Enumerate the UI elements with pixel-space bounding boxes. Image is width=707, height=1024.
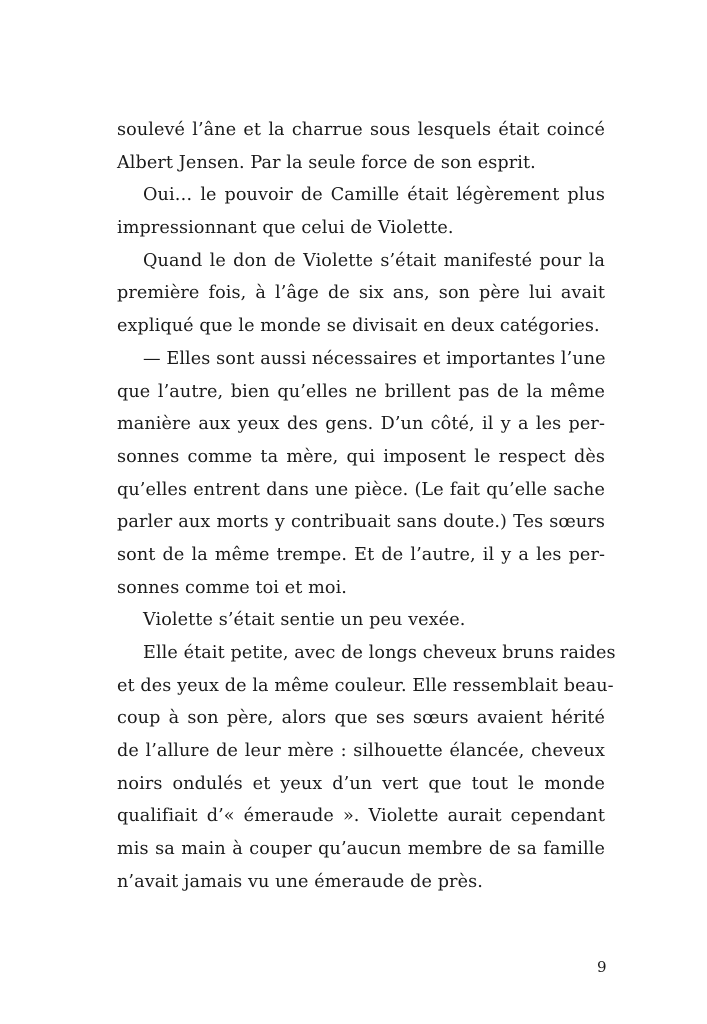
text-line: coup à son père, alors que ses sœurs avaient hérité bbox=[117, 708, 605, 729]
text-line: noirs ondulés et yeux d’un vert que tout le monde bbox=[117, 773, 605, 794]
text-line: expliqué que le monde se divisait en deux catégories. bbox=[117, 316, 600, 337]
text-line: première fois, à l’âge de six ans, son père lui avait bbox=[117, 283, 605, 304]
text-line: Violette s’était sentie un peu vexée. bbox=[143, 610, 466, 631]
text-line: que l’autre, bien qu’elles ne brillent pas de la même bbox=[117, 381, 605, 402]
page-number: 9 bbox=[597, 958, 607, 976]
text-line: Oui… le pouvoir de Camille était légèrement plus bbox=[143, 185, 605, 206]
text-line: sont de la même trempe. Et de l’autre, il y a les per- bbox=[117, 544, 605, 565]
text-line: Elle était petite, avec de longs cheveux bruns raides bbox=[143, 643, 616, 663]
text-line: soulevé l’âne et la charrue sous lesquels était coincé bbox=[117, 120, 605, 140]
text-line: impressionnant que celui de Violette. bbox=[117, 218, 454, 239]
page-body-text bbox=[117, 114, 616, 899]
text-line: Quand le don de Violette s’était manifesté pour la bbox=[143, 250, 605, 271]
text-line: parler aux morts y contribuait sans doute.) Tes sœurs bbox=[117, 512, 605, 533]
text-line: qualifiait d’« émeraude ». Violette aurait cependant bbox=[117, 806, 605, 827]
text-line: et des yeux de la même couleur. Elle ressemblait beau- bbox=[117, 675, 614, 696]
text-line: qu’elles entrent dans une pièce. (Le fait qu’elle sache bbox=[117, 479, 605, 500]
text-line: sonnes comme toi et moi. bbox=[117, 577, 347, 598]
text-line: n’avait jamais vu une émeraude de près. bbox=[117, 871, 483, 892]
text-line: — Elles sont aussi nécessaires et importantes l’une bbox=[143, 348, 606, 369]
text-line: de l’allure de leur mère : silhouette élancée, cheveux bbox=[117, 741, 605, 762]
text-line: Albert Jensen. Par la seule force de son esprit. bbox=[117, 152, 536, 173]
text-line: manière aux yeux des gens. D’un côté, il y a les per- bbox=[117, 414, 605, 435]
text-line: mis sa main à couper qu’aucun membre de sa famille bbox=[117, 839, 605, 860]
text-line: sonnes comme ta mère, qui imposent le respect dès bbox=[117, 446, 605, 467]
